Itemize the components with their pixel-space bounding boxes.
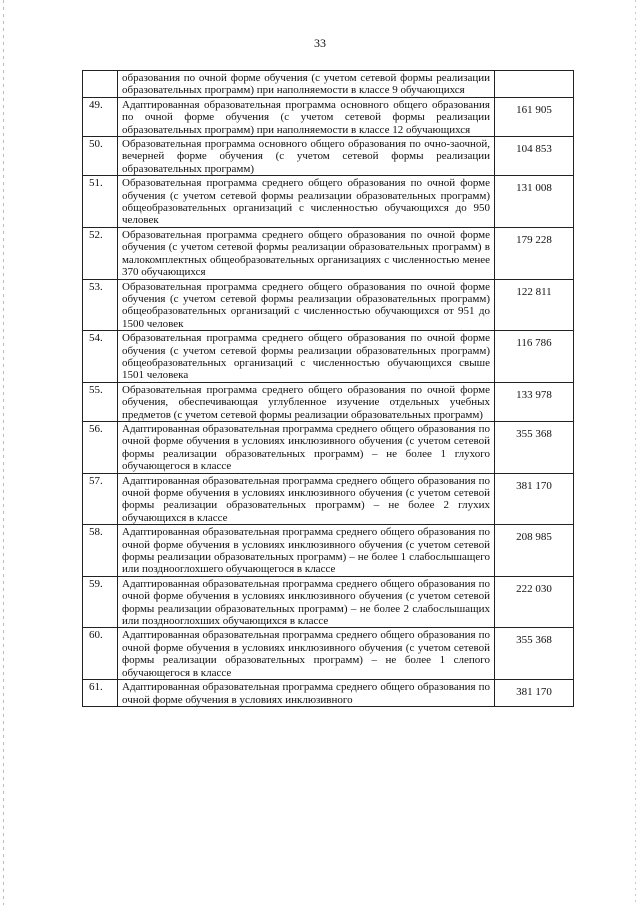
row-value: 179 228: [495, 227, 574, 279]
row-value: 222 030: [495, 576, 574, 628]
scan-edge-right: [635, 0, 636, 905]
scan-edge-left: [3, 0, 4, 905]
row-number: [83, 71, 118, 98]
row-description: Образовательная программа основного общего образования по очно-заочной, вечерней форме обучения (с учетом сетевой формы реализации образовательных программ): [118, 137, 495, 176]
table-row: [83, 331, 574, 383]
row-description: Образовательная программа среднего общего образования по очной форме обучения (с учетом сетевой формы реализации образовательных программ) общеобразовательных организаций с численностью обучающихся от 951 до 1500 человек: [118, 279, 495, 331]
row-value: 161 905: [495, 97, 574, 136]
table-row: [83, 71, 574, 98]
table-row: [83, 176, 574, 228]
row-number: 58.: [83, 525, 118, 577]
row-description: Адаптированная образовательная программа среднего общего образования по очной форме обучения в условиях инклюзивного обучения (с учетом сетевой формы реализации образовательных программ) – не более 1 слабослышащего или позднооглохшего обучающегося в классе: [118, 525, 495, 577]
table-row: [83, 680, 574, 707]
row-value: 104 853: [495, 137, 574, 176]
row-number: 51.: [83, 176, 118, 228]
row-number: 49.: [83, 97, 118, 136]
row-description: Образовательная программа среднего общего образования по очной форме обучения (с учетом сетевой формы реализации образовательных программ) в малокомплектных общеобразовательных организациях с численностью менее 370 обучающихся: [118, 227, 495, 279]
table-row: [83, 227, 574, 279]
row-description: образования по очной форме обучения (с учетом сетевой формы реализации образовательных программ) при наполняемости в классе 9 обучающихся: [118, 71, 495, 98]
row-description: Адаптированная образовательная программа основного общего образования по очной форме обучения (с учетом сетевой формы реализации образовательных программ) при наполняемости в классе 12 обучающихся: [118, 97, 495, 136]
row-description: Адаптированная образовательная программа среднего общего образования по очной форме обучения в условиях инклюзивного обучения (с учетом сетевой формы реализации образовательных программ) – не более 1 слепого обучающегося в классе: [118, 628, 495, 680]
table-row: [83, 97, 574, 136]
row-description: Адаптированная образовательная программа среднего общего образования по очной форме обучения в условиях инклюзивного обучения (с учетом сетевой формы реализации образовательных программ) – не более 1 глухого обучающегося в классе: [118, 421, 495, 473]
row-number: 56.: [83, 421, 118, 473]
table-row: [83, 628, 574, 680]
row-value: 133 978: [495, 382, 574, 421]
cost-table: [82, 70, 574, 707]
table-row: [83, 576, 574, 628]
row-number: 55.: [83, 382, 118, 421]
row-value: 116 786: [495, 331, 574, 383]
row-value: 355 368: [495, 628, 574, 680]
row-value: 355 368: [495, 421, 574, 473]
row-description: Адаптированная образовательная программа среднего общего образования по очной форме обучения в условиях инклюзивного: [118, 680, 495, 707]
page-number: 33: [314, 36, 326, 50]
row-description: Адаптированная образовательная программа среднего общего образования по очной форме обучения в условиях инклюзивного обучения (с учетом сетевой формы реализации образовательных программ) – не более 2 глухих обучающихся в классе: [118, 473, 495, 525]
row-number: 60.: [83, 628, 118, 680]
row-value: [495, 71, 574, 98]
row-value: 131 008: [495, 176, 574, 228]
table-row: [83, 473, 574, 525]
table-row: [83, 137, 574, 176]
row-value: 208 985: [495, 525, 574, 577]
table-row: [83, 421, 574, 473]
row-number: 53.: [83, 279, 118, 331]
row-value: 122 811: [495, 279, 574, 331]
row-description: Адаптированная образовательная программа среднего общего образования по очной форме обучения в условиях инклюзивного обучения (с учетом сетевой формы реализации образовательных программ) – не более 2 слабослышащих или позднооглохших обучающихся в классе: [118, 576, 495, 628]
row-number: 50.: [83, 137, 118, 176]
row-value: 381 170: [495, 680, 574, 707]
row-number: 59.: [83, 576, 118, 628]
row-number: 52.: [83, 227, 118, 279]
row-description: Образовательная программа среднего общего образования по очной форме обучения (с учетом сетевой формы реализации образовательных программ) общеобразовательных организаций с численностью обучающихся свыше 1501 человека: [118, 331, 495, 383]
row-number: 54.: [83, 331, 118, 383]
table-row: [83, 382, 574, 421]
row-description: Образовательная программа среднего общего образования по очной форме обучения, обеспечивающая углубленное изучение отдельных учебных предметов (с учетом сетевой формы реализации образовательных программ): [118, 382, 495, 421]
table-row: [83, 279, 574, 331]
row-description: Образовательная программа среднего общего образования по очной форме обучения (с учетом сетевой формы реализации образовательных программ) общеобразовательных организаций с численностью обучающихся до 950 человек: [118, 176, 495, 228]
table-row: [83, 525, 574, 577]
row-number: 61.: [83, 680, 118, 707]
row-value: 381 170: [495, 473, 574, 525]
row-number: 57.: [83, 473, 118, 525]
